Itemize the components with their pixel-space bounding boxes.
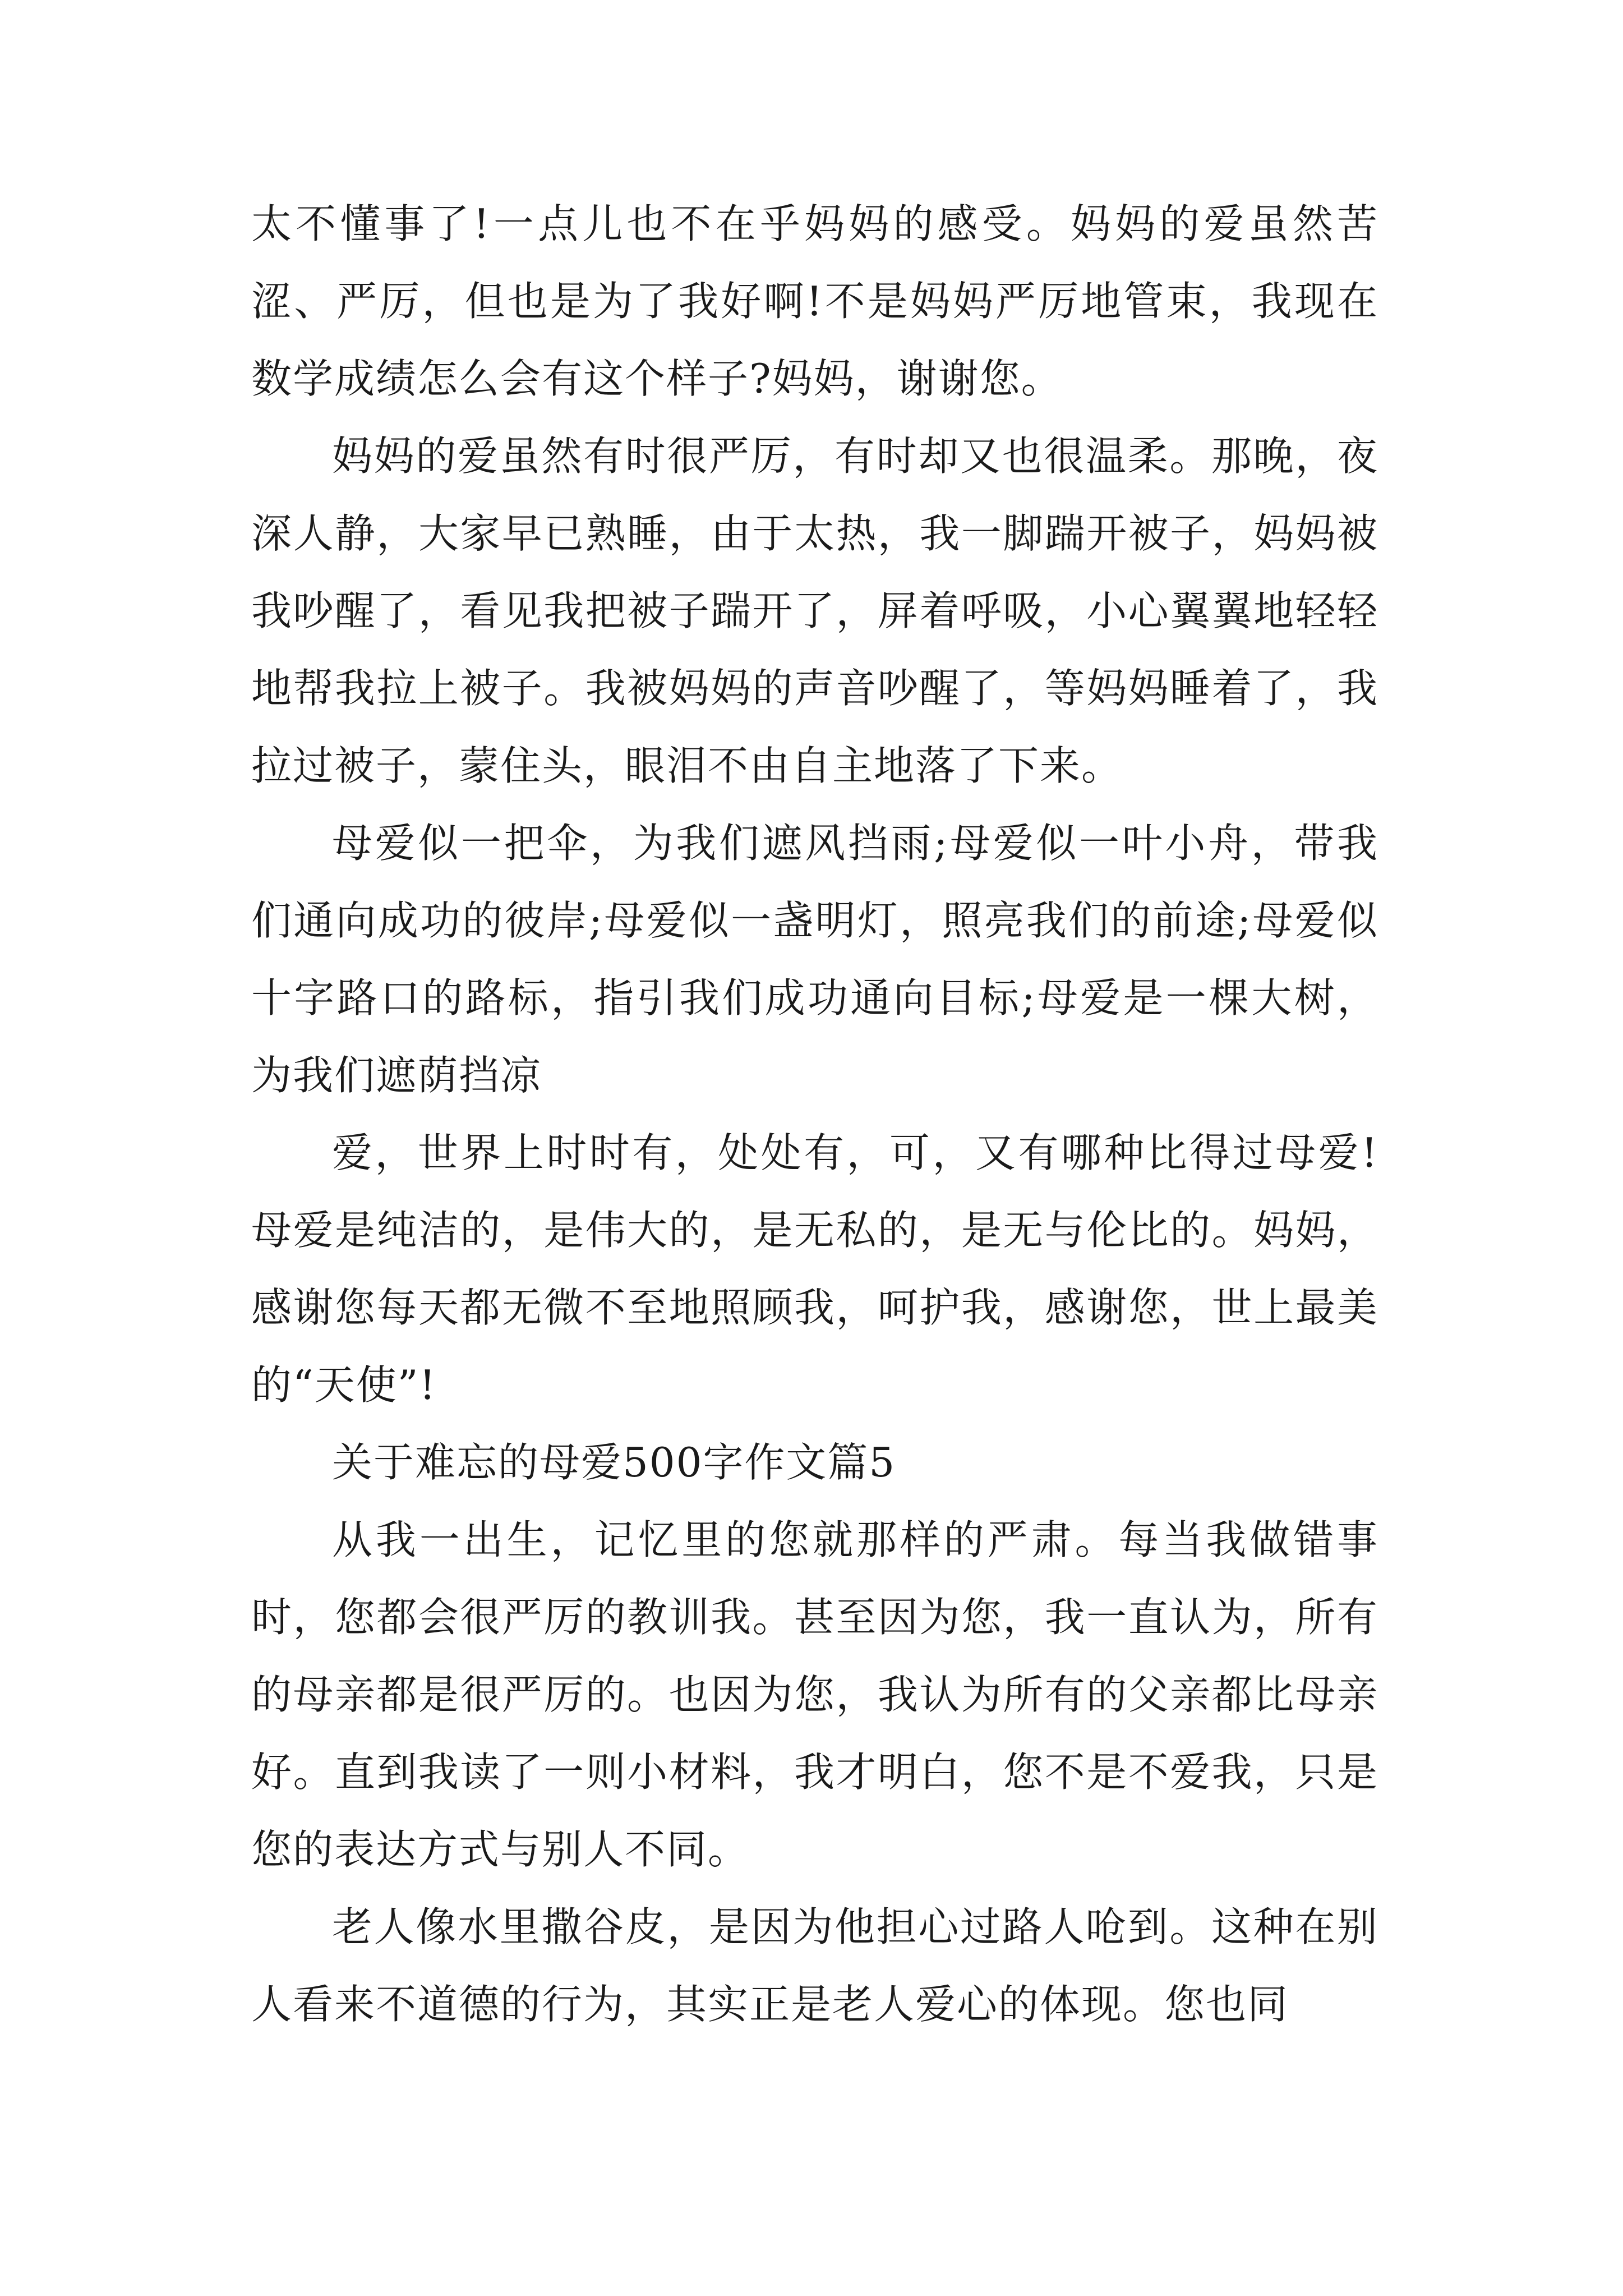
paragraph: 爱，世界上时时有，处处有，可，又有哪种比得过母爱!母爱是纯洁的，是伟大的，是无私的，是无与伦比的。妈妈，感谢您每天都无微不至地照顾我，呵护我，感谢您，世上最美的“天使”! <box>251 1129 1378 1409</box>
section-heading: 关于难忘的母爱500字作文篇5 <box>332 1439 896 1486</box>
paragraph: 从我一出生，记忆里的您就那样的严肃。每当我做错事时，您都会很严厉的教训我。甚至因为您，我一直认为，所有的母亲都是很严厉的。也因为您，我认为所有的父亲都比母亲好。直到我读了一则小材料，我才明白，您不是不爱我，只是您的表达方式与别人不同。 <box>251 1516 1378 1873</box>
paragraph: 妈妈的爱虽然有时很严厉，有时却又也很温柔。那晚，夜深人静，大家早已熟睡，由于太热，我一脚踹开被子，妈妈被我吵醒了，看见我把被子踹开了，屏着呼吸，小心翼翼地轻轻地帮我拉上被子。我被妈妈的声音吵醒了，等妈妈睡着了，我拉过被子，蒙住头，眼泪不由自主地落了下来。 <box>251 432 1378 789</box>
paragraph: 太不懂事了!一点儿也不在乎妈妈的感受。妈妈的爱虽然苦涩、严厉，但也是为了我好啊!不是妈妈严厉地管束，我现在数学成绩怎么会有这个样子?妈妈，谢谢您。 <box>251 200 1378 402</box>
paragraph: 老人像水里撒谷皮，是因为他担心过路人呛到。这种在别人看来不道德的行为，其实正是老人爱心的体现。您也同 <box>251 1903 1378 2028</box>
paragraph: 母爱似一把伞，为我们遮风挡雨;母爱似一叶小舟，带我们通向成功的彼岸;母爱似一盏明灯，照亮我们的前途;母爱似十字路口的路标，指引我们成功通向目标;母爱是一棵大树，为我们遮荫挡凉 <box>251 820 1378 1099</box>
document-body <box>251 185 1378 2043</box>
